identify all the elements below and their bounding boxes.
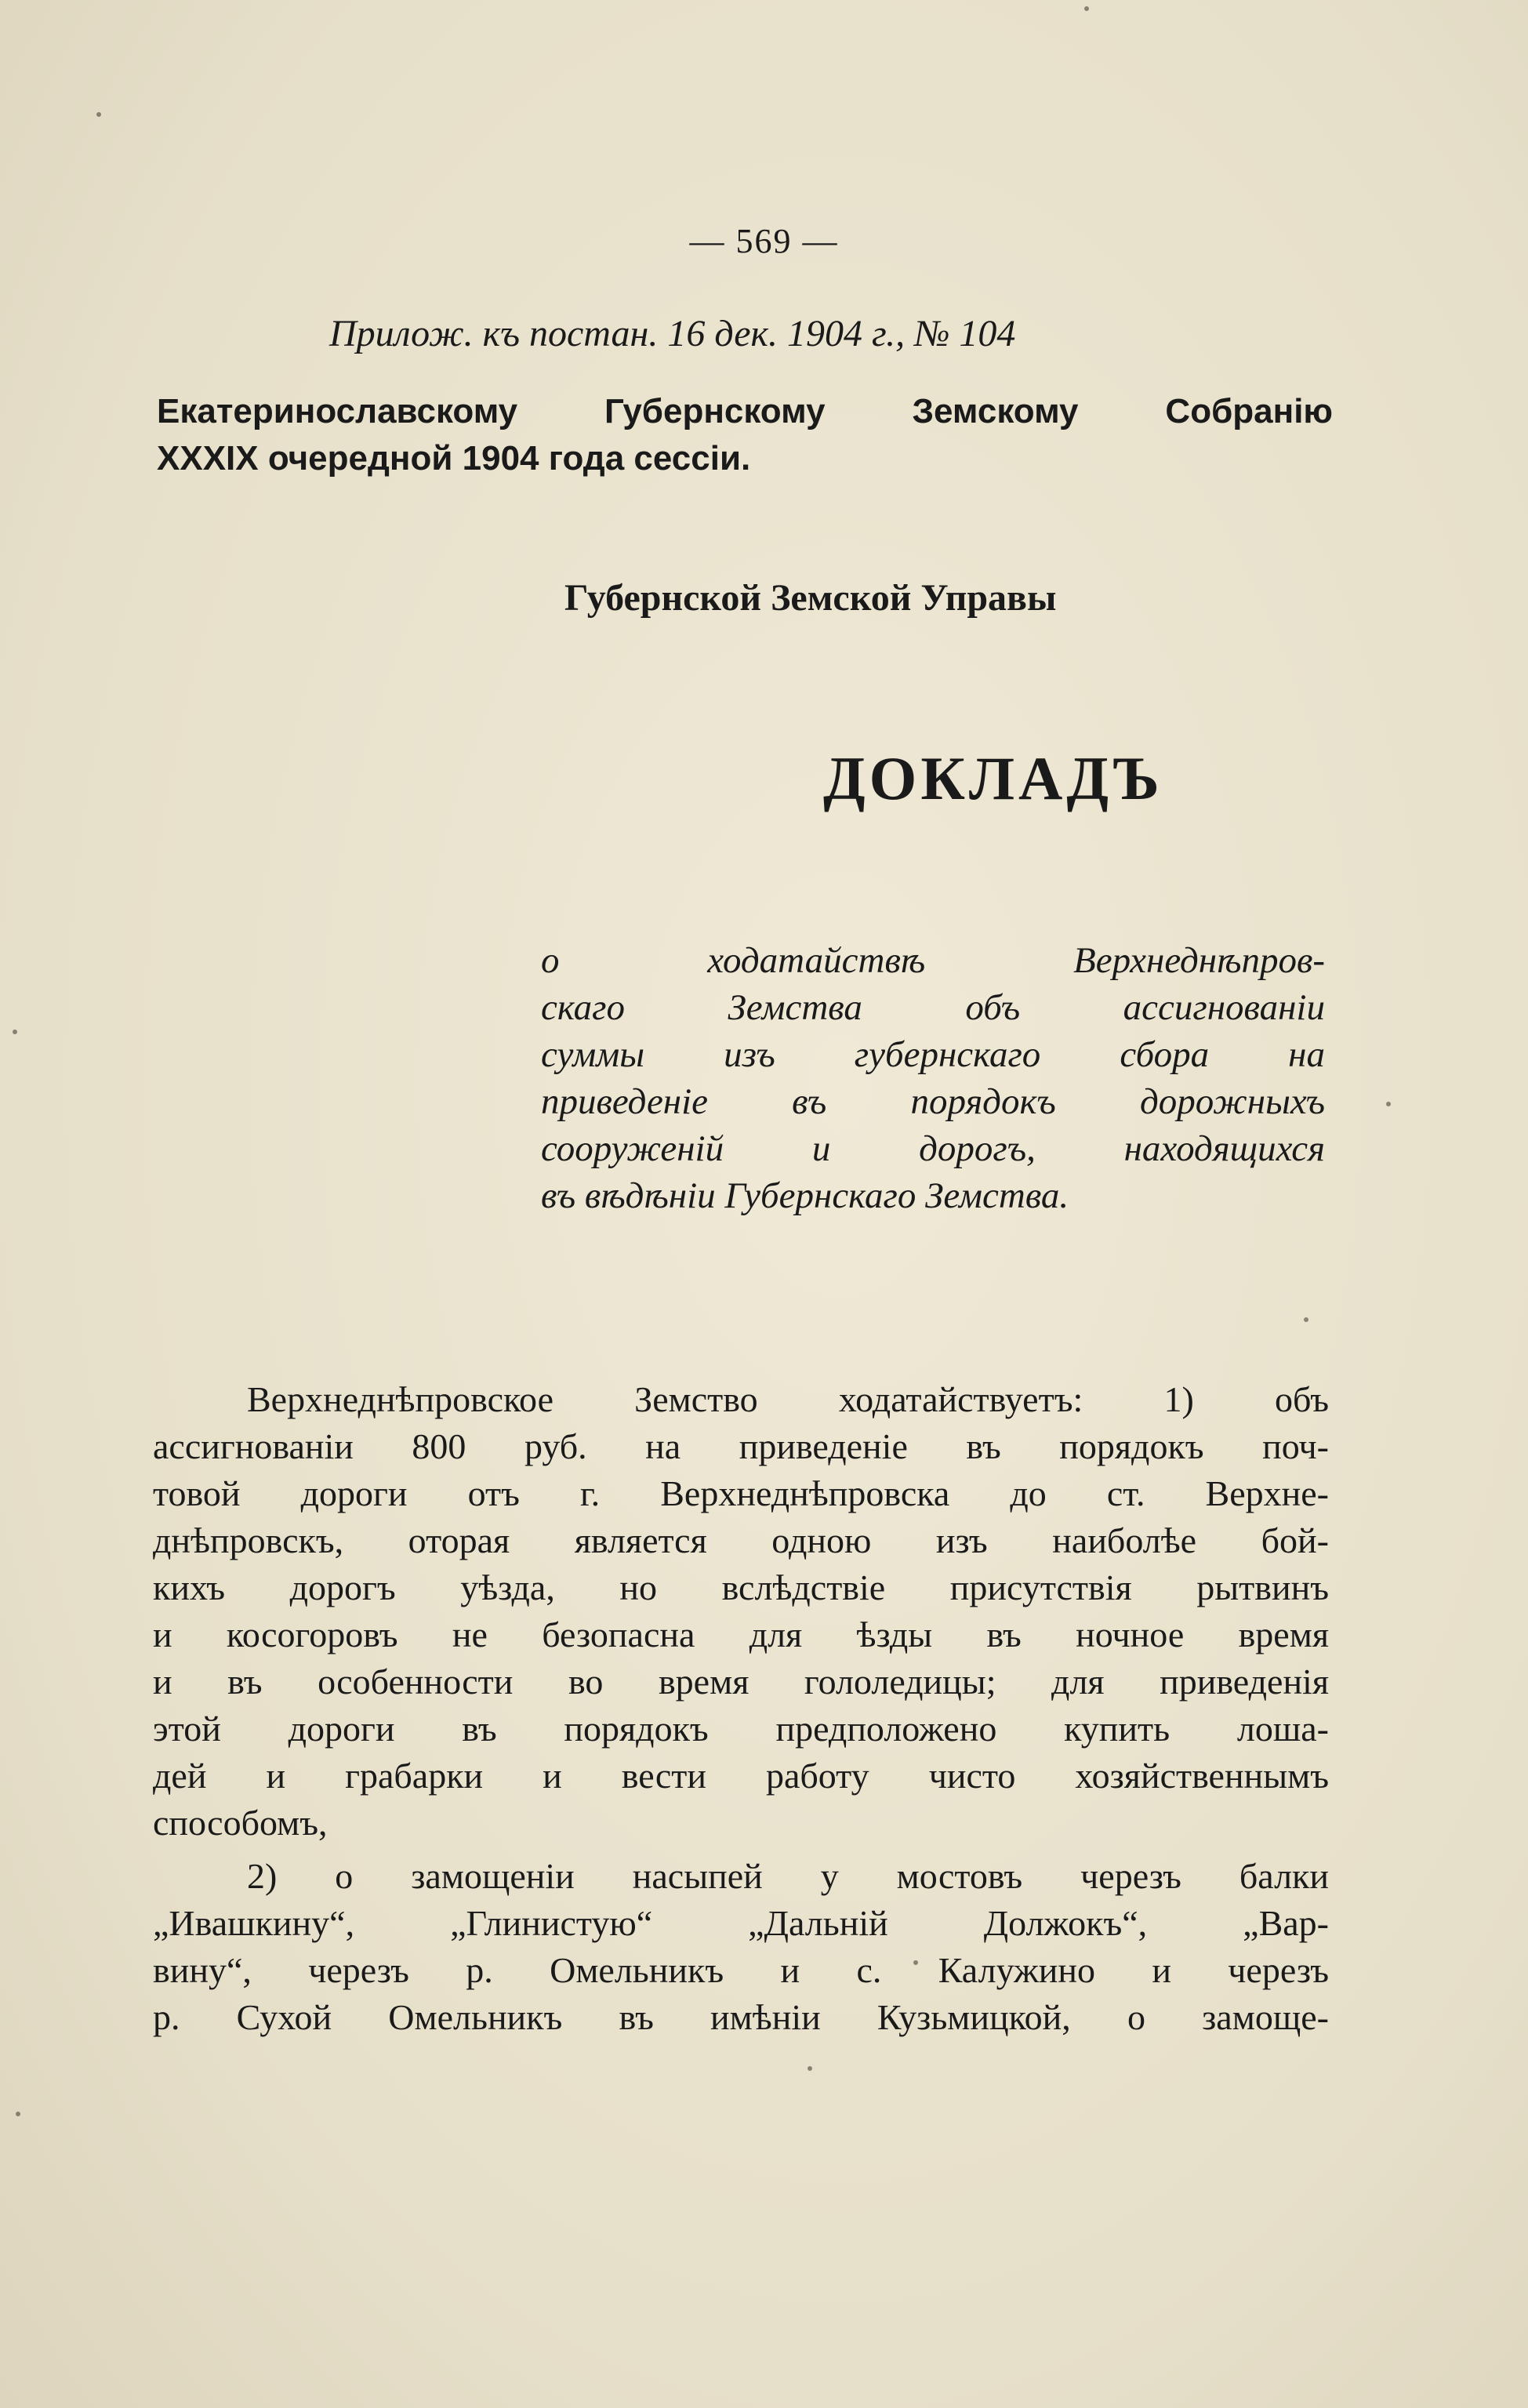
body-text <box>153 1376 1329 2041</box>
appendix-reference: Прилож. къ постан. 16 дек. 1904 г., № 104 <box>329 313 1016 354</box>
body-line: товой дороги отъ г. Верхнеднѣпровска до ст. Верхне- <box>153 1473 1329 1513</box>
body-line: „Ивашкину“, „Глинистую“ „Дальній Должокъ“, „Вар- <box>153 1903 1329 1943</box>
body-line: и косогоровъ не безопасна для ѣзды въ ночное время <box>153 1614 1329 1654</box>
assembly-line-2: XXXIX очередной 1904 года сессіи. <box>157 439 751 478</box>
body-line: этой дороги въ порядокъ предположено купить лоша- <box>153 1709 1329 1749</box>
assembly-line-1: Екатеринославскому Губернскому Земскому Собранію <box>157 392 1333 430</box>
body-line: кихъ дорогъ уѣзда, но вслѣдствіе присутствія рытвинъ <box>153 1567 1329 1607</box>
subject-line: о ходатайствѣ Верхнеднѣпров- <box>541 940 1325 981</box>
body-line: ассигнованіи 800 руб. на приведеніе въ порядокъ поч- <box>153 1426 1329 1466</box>
body-line: вину“, черезъ р. Омельникъ и с. Калужино и черезъ <box>153 1950 1329 1990</box>
subject-line: приведеніе въ порядокъ дорожныхъ <box>541 1081 1325 1122</box>
body-line: днѣпровскъ, оторая является одною изъ наиболѣе бой- <box>153 1520 1329 1560</box>
body-line: Верхнеднѣпровское Земство ходатайствуетъ: 1) объ <box>247 1379 1329 1419</box>
assembly-heading <box>157 388 1333 482</box>
document-title: ДОКЛАДЪ <box>823 744 1163 812</box>
subject-line: суммы изъ губернскаго сбора на <box>541 1034 1325 1075</box>
page-number: — 569 — <box>689 222 839 260</box>
paragraph-1 <box>153 1376 1329 1847</box>
paragraph-2 <box>153 1853 1329 2041</box>
report-subject <box>541 937 1325 1219</box>
body-line: способомъ, <box>153 1803 328 1843</box>
body-line: и въ особенности во время гололедицы; для приведенія <box>153 1662 1329 1702</box>
body-line: 2) о замощеніи насыпей у мостовъ черезъ балки <box>247 1856 1329 1896</box>
board-heading: Губернской Земской Управы <box>564 577 1057 619</box>
body-line: р. Сухой Омельникъ въ имѣніи Кузьмицкой, о замоще- <box>153 1997 1329 2037</box>
subject-line: скаго Земства объ ассигнованіи <box>541 987 1325 1028</box>
body-line: дей и грабарки и вести работу чисто хозяйственнымъ <box>153 1756 1329 1796</box>
subject-line: сооруженій и дорогъ, находящихся <box>541 1128 1325 1169</box>
subject-line: въ вѣдѣніи Губернскаго Земства. <box>541 1175 1069 1216</box>
